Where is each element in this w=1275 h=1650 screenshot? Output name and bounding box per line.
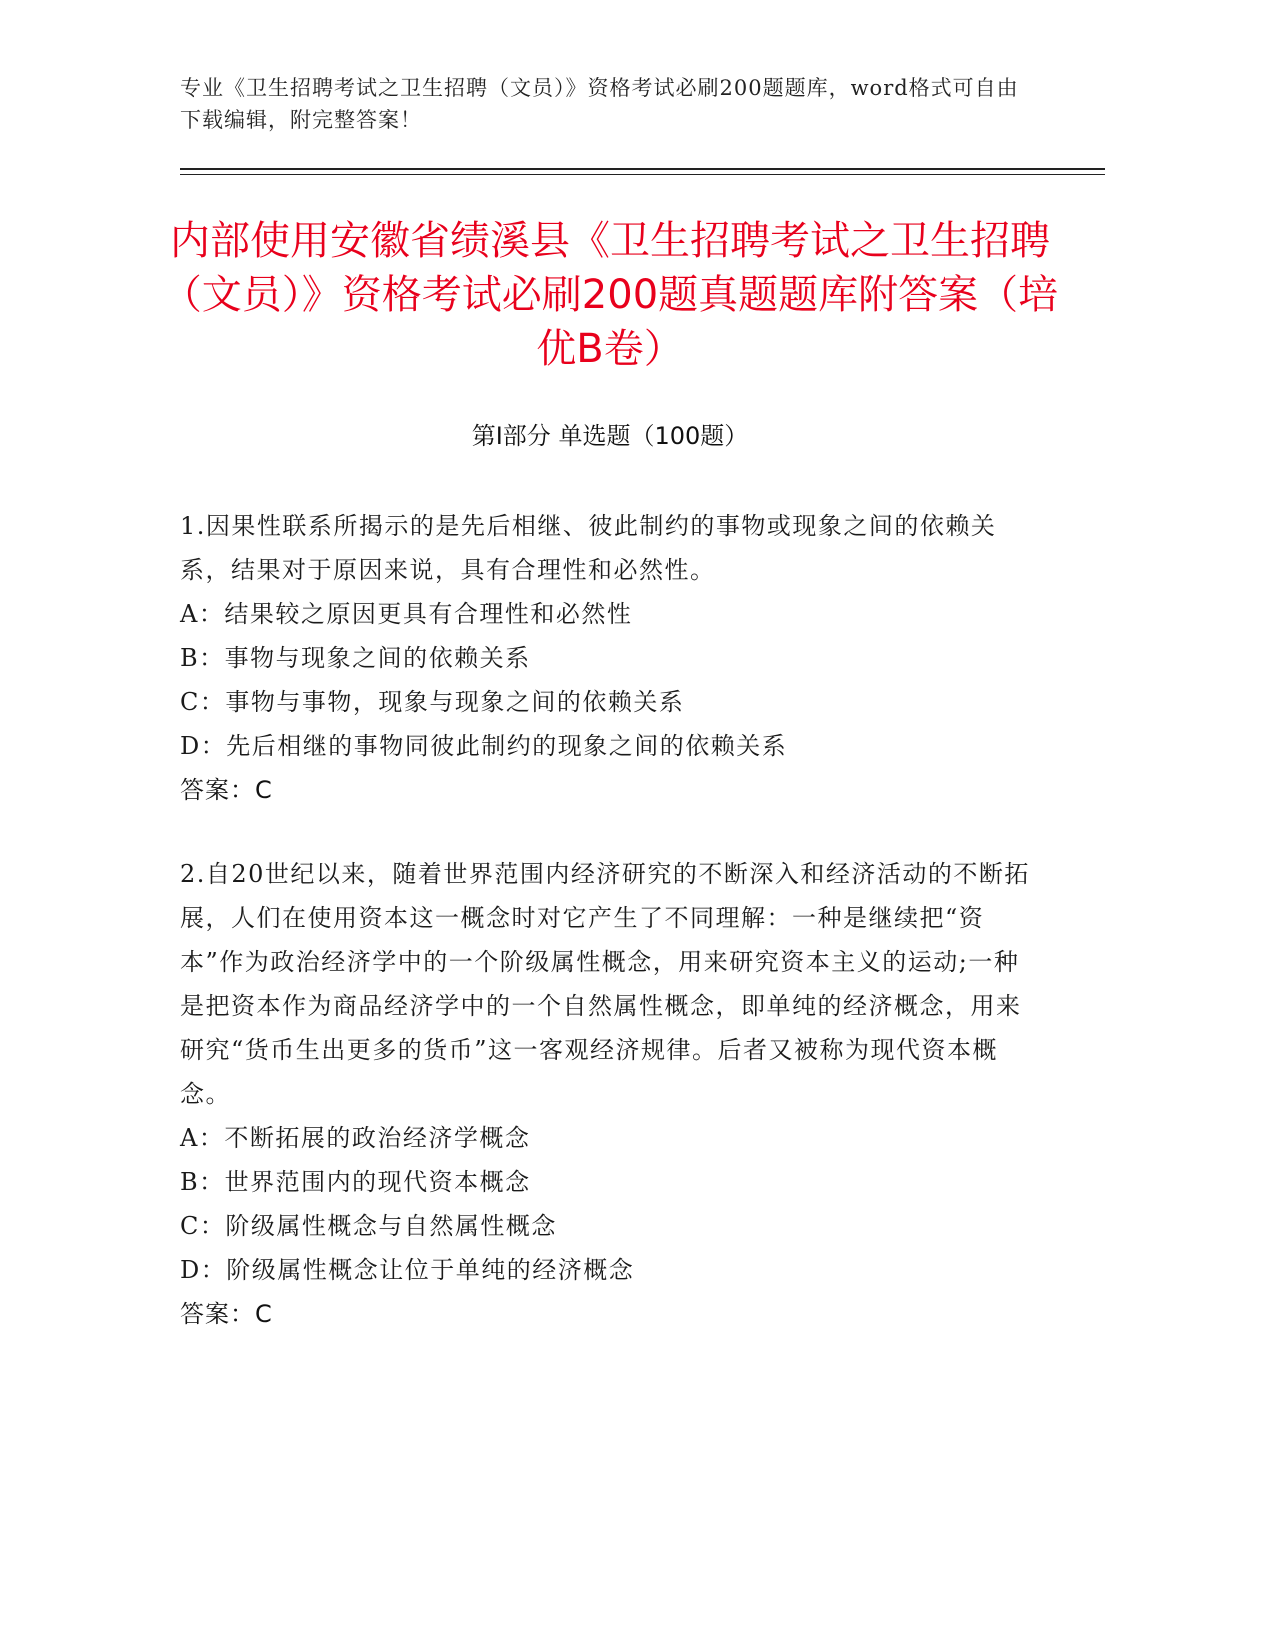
section-heading: 第Ⅰ部分 单选题（100题） [471,422,749,450]
option-a: A：不断拓展的政治经济学概念 [180,1124,531,1152]
option-b: B：事物与现象之间的依赖关系 [180,644,531,672]
option-c: C：阶级属性概念与自然属性概念 [180,1212,557,1240]
question-stem: 1.因果性联系所揭示的是先后相继、彼此制约的事物或现象之间的依赖关系，结果对于原因来说，具有合理性和必然性。 [180,512,997,584]
question-1 [180,504,1040,812]
answer-line: 答案：C [180,776,273,804]
option-d: D：先后相继的事物同彼此制约的现象之间的依赖关系 [180,732,788,760]
option-c: C：事物与事物，现象与现象之间的依赖关系 [180,688,685,716]
answer-line: 答案：C [180,1300,273,1328]
question-stem: 2.自20世纪以来，随着世界范围内经济研究的不断深入和经济活动的不断拓展，人们在使用资本这一概念时对它产生了不同理解：一种是继续把“资本”作为政治经济学中的一个阶级属性概念，用来研究资本主义的运动;一种是把资本作为商品经济学中的一个自然属性概念，即单纯的经济概念，用来研究“货币生出更多的货币”这一客观经济规律。后者又被称为现代资本概念。 [180,860,1030,1108]
question-2 [180,852,1040,1336]
header-rule-thin [180,174,1105,175]
option-d: D：阶级属性概念让位于单纯的经济概念 [180,1256,635,1284]
option-a: A：结果较之原因更具有合理性和必然性 [180,600,633,628]
header-rule-thick [180,168,1105,170]
option-b: B：世界范围内的现代资本概念 [180,1168,531,1196]
document-title: 内部使用安徽省绩溪县《卫生招聘考试之卫生招聘（文员）》资格考试必刷200题真题题库附答案（培优B卷） [161,218,1059,372]
header-note: 专业《卫生招聘考试之卫生招聘（文员）》资格考试必刷200题题库，word格式可自由下载编辑，附完整答案！ [180,76,1019,132]
